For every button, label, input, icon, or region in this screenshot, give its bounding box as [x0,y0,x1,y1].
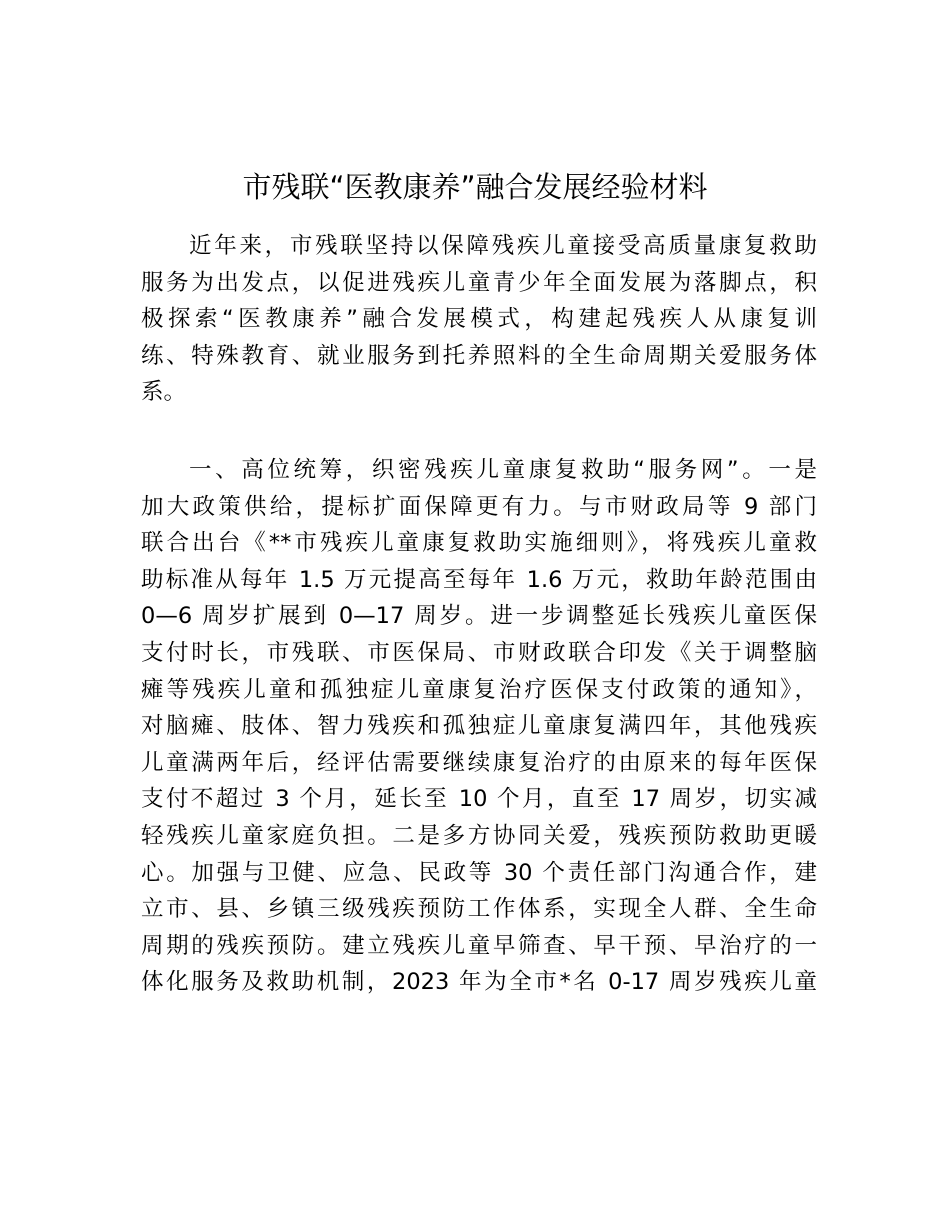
text-line: 极探索“医教康养”融合发展模式，构建起残疾人从康复训 [141,306,817,333]
text-line: 近年来，市残联坚持以保障残疾儿童接受高质量康复救助 [189,233,817,259]
document-title: 市残联“医教康养”融合发展经验材料 [242,170,708,204]
text-line: 练、特殊教育、就业服务到托养照料的全生命周期关爱服务体 [141,342,817,369]
paragraph-section-one [141,452,817,1001]
text-line: 服务为出发点，以促进残疾儿童青少年全面发展为落脚点，积 [141,269,817,296]
text-line: 立市、县、乡镇三级残疾预防工作体系，实现全人群、全生命 [141,896,817,923]
text-line: 体化服务及救助机制，2023 年为全市*名 0-17 周岁残疾儿童 [141,969,817,996]
text-line: 对脑瘫、肢体、智力残疾和孤独症儿童康复满四年，其他残疾 [141,713,817,740]
text-line: 周期的残疾预防。建立残疾儿童早筛查、早干预、早治疗的一 [141,932,817,959]
text-line: 联合出台《**市残疾儿童康复救助实施细则》，将残疾儿童救 [141,530,817,557]
text-line: 0—6 周岁扩展到 0—17 周岁。进一步调整延长残疾儿童医保 [141,603,817,630]
text-line: 加大政策供给，提标扩面保障更有力。与市财政局等 9 部门 [141,493,817,520]
text-line: 系。 [141,379,187,406]
text-line: 助标准从每年 1.5 万元提高至每年 1.6 万元，救助年龄范围由 [141,566,817,593]
text-line: 心。加强与卫健、应急、民政等 30 个责任部门沟通合作，建 [141,859,817,886]
text-line: 儿童满两年后，经评估需要继续康复治疗的由原来的每年医保 [141,749,817,776]
text-line: 瘫等残疾儿童和孤独症儿童康复治疗医保支付政策的通知》， [141,676,817,703]
paragraph-intro [141,228,817,411]
text-line: 支付不超过 3 个月，延长至 10 个月，直至 17 周岁，切实减 [141,786,817,813]
text-line: 支付时长，市残联、市医保局、市财政联合印发《关于调整脑 [141,639,817,666]
text-line: 一、高位统筹，织密残疾儿童康复救助“服务网”。一是 [189,457,817,483]
text-line: 轻残疾儿童家庭负担。二是多方协同关爱，残疾预防救助更暖 [141,822,817,849]
